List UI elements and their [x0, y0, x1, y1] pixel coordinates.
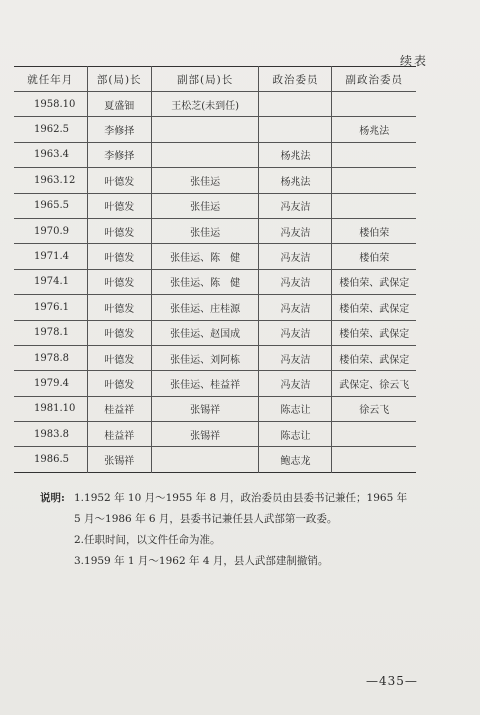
cell-director: 叶德发 [87, 371, 151, 396]
cell-director: 夏盛钿 [87, 92, 151, 117]
cell-deputy-commissar: 楼伯荣 [332, 244, 416, 269]
cell-date: 1983.8 [14, 422, 87, 447]
cell-deputy-commissar [332, 193, 416, 218]
note-first [40, 488, 450, 509]
cell-deputy-commissar [332, 422, 416, 447]
cell-political-commissar: 冯友洁 [259, 218, 332, 243]
cell-political-commissar: 陈志让 [259, 422, 332, 447]
cell-political-commissar: 杨兆法 [259, 168, 332, 193]
cell-political-commissar: 陈志让 [259, 396, 332, 421]
cell-deputy-commissar: 杨兆法 [332, 117, 416, 142]
table-row [14, 447, 416, 472]
cell-date: 1986.5 [14, 447, 87, 472]
page-number: —435— [366, 674, 418, 688]
cell-deputy-commissar [332, 447, 416, 472]
cell-deputy-director: 张锡祥 [151, 422, 259, 447]
cell-deputy-director [151, 447, 259, 472]
table-row [14, 295, 416, 320]
table-row [14, 371, 416, 396]
cell-date: 1976.1 [14, 295, 87, 320]
note-item: 2.任职时间，以文件任命为准。 [74, 534, 221, 546]
cell-deputy-commissar [332, 142, 416, 167]
cell-deputy-commissar [332, 92, 416, 117]
cell-date: 1965.5 [14, 193, 87, 218]
cell-deputy-commissar: 楼伯荣、武保定 [332, 269, 416, 294]
cell-deputy-commissar: 徐云飞 [332, 396, 416, 421]
note-item: 3.1959 年 1 月～1962 年 4 月，县人武部建制撤销。 [74, 555, 329, 567]
header-deputy-director: 副部(局)长 [151, 67, 259, 92]
note-item: 1.1952 年 10 月～1955 年 8 月，政治委员由县委书记兼任；1965 年 [74, 492, 408, 504]
cell-political-commissar: 鲍志龙 [259, 447, 332, 472]
table-row [14, 422, 416, 447]
cell-director: 叶德发 [87, 244, 151, 269]
cell-deputy-commissar: 楼伯荣、武保定 [332, 320, 416, 345]
header-director: 部(局)长 [87, 67, 151, 92]
cell-director: 叶德发 [87, 345, 151, 370]
cell-deputy-director: 张佳运 [151, 218, 259, 243]
notes-label: 说明: [40, 492, 65, 504]
cell-deputy-director: 张佳运、桂益祥 [151, 371, 259, 396]
continued-label: 续表 [399, 54, 428, 68]
cell-deputy-director [151, 142, 259, 167]
header-political-commissar: 政治委员 [259, 67, 332, 92]
table-row [14, 168, 416, 193]
cell-political-commissar: 冯友洁 [259, 320, 332, 345]
cell-deputy-commissar: 楼伯荣、武保定 [332, 295, 416, 320]
cell-political-commissar [259, 92, 332, 117]
cell-deputy-commissar [332, 168, 416, 193]
table-row [14, 218, 416, 243]
cell-deputy-commissar: 楼伯荣、武保定 [332, 345, 416, 370]
cell-date: 1971.4 [14, 244, 87, 269]
cell-date: 1963.4 [14, 142, 87, 167]
cell-political-commissar [259, 117, 332, 142]
cell-director: 桂益祥 [87, 422, 151, 447]
cell-deputy-director: 张佳运、刘阿栋 [151, 345, 259, 370]
table-header-row [14, 67, 416, 92]
cell-political-commissar: 冯友洁 [259, 269, 332, 294]
cell-director: 叶德发 [87, 168, 151, 193]
cell-deputy-director [151, 117, 259, 142]
cell-date: 1958.10 [14, 92, 87, 117]
cell-deputy-commissar: 楼伯荣 [332, 218, 416, 243]
header-date: 就任年月 [14, 67, 87, 92]
cell-director: 叶德发 [87, 269, 151, 294]
table-row [14, 345, 416, 370]
cell-political-commissar: 冯友洁 [259, 295, 332, 320]
cell-date: 1978.1 [14, 320, 87, 345]
table-row [14, 92, 416, 117]
cell-director: 桂益祥 [87, 396, 151, 421]
cell-date: 1979.4 [14, 371, 87, 396]
cell-director: 叶德发 [87, 193, 151, 218]
table-row [14, 142, 416, 167]
table-row [14, 117, 416, 142]
cell-director: 李修择 [87, 117, 151, 142]
cell-political-commissar: 冯友洁 [259, 244, 332, 269]
cell-political-commissar: 冯友洁 [259, 345, 332, 370]
cell-political-commissar: 冯友洁 [259, 193, 332, 218]
cell-date: 1962.5 [14, 117, 87, 142]
cell-political-commissar: 杨兆法 [259, 142, 332, 167]
cell-director: 叶德发 [87, 320, 151, 345]
notes-section [40, 488, 450, 572]
cell-deputy-director: 张佳运、陈 健 [151, 244, 259, 269]
table-row [14, 193, 416, 218]
table-row [14, 320, 416, 345]
cell-director: 张锡祥 [87, 447, 151, 472]
note-item: 5 月～1986 年 6 月，县委书记兼任县人武部第一政委。 [74, 513, 338, 525]
cell-deputy-director: 张佳运、陈 健 [151, 269, 259, 294]
officials-table [14, 66, 416, 473]
cell-date: 1981.10 [14, 396, 87, 421]
header-deputy-commissar: 副政治委员 [332, 67, 416, 92]
cell-date: 1963.12 [14, 168, 87, 193]
cell-director: 叶德发 [87, 295, 151, 320]
cell-director: 李修择 [87, 142, 151, 167]
table-row [14, 269, 416, 294]
table-body [14, 92, 416, 473]
cell-political-commissar: 冯友洁 [259, 371, 332, 396]
cell-director: 叶德发 [87, 218, 151, 243]
cell-deputy-director: 张佳运 [151, 193, 259, 218]
cell-deputy-director: 张佳运、赵国成 [151, 320, 259, 345]
cell-deputy-director: 张佳运 [151, 168, 259, 193]
cell-deputy-director: 王松芝(未到任) [151, 92, 259, 117]
cell-date: 1970.9 [14, 218, 87, 243]
cell-date: 1974.1 [14, 269, 87, 294]
cell-deputy-commissar: 武保定、徐云飞 [332, 371, 416, 396]
cell-deputy-director: 张佳运、庄桂源 [151, 295, 259, 320]
cell-deputy-director: 张锡祥 [151, 396, 259, 421]
cell-date: 1978.8 [14, 345, 87, 370]
table-row [14, 244, 416, 269]
table-row [14, 396, 416, 421]
